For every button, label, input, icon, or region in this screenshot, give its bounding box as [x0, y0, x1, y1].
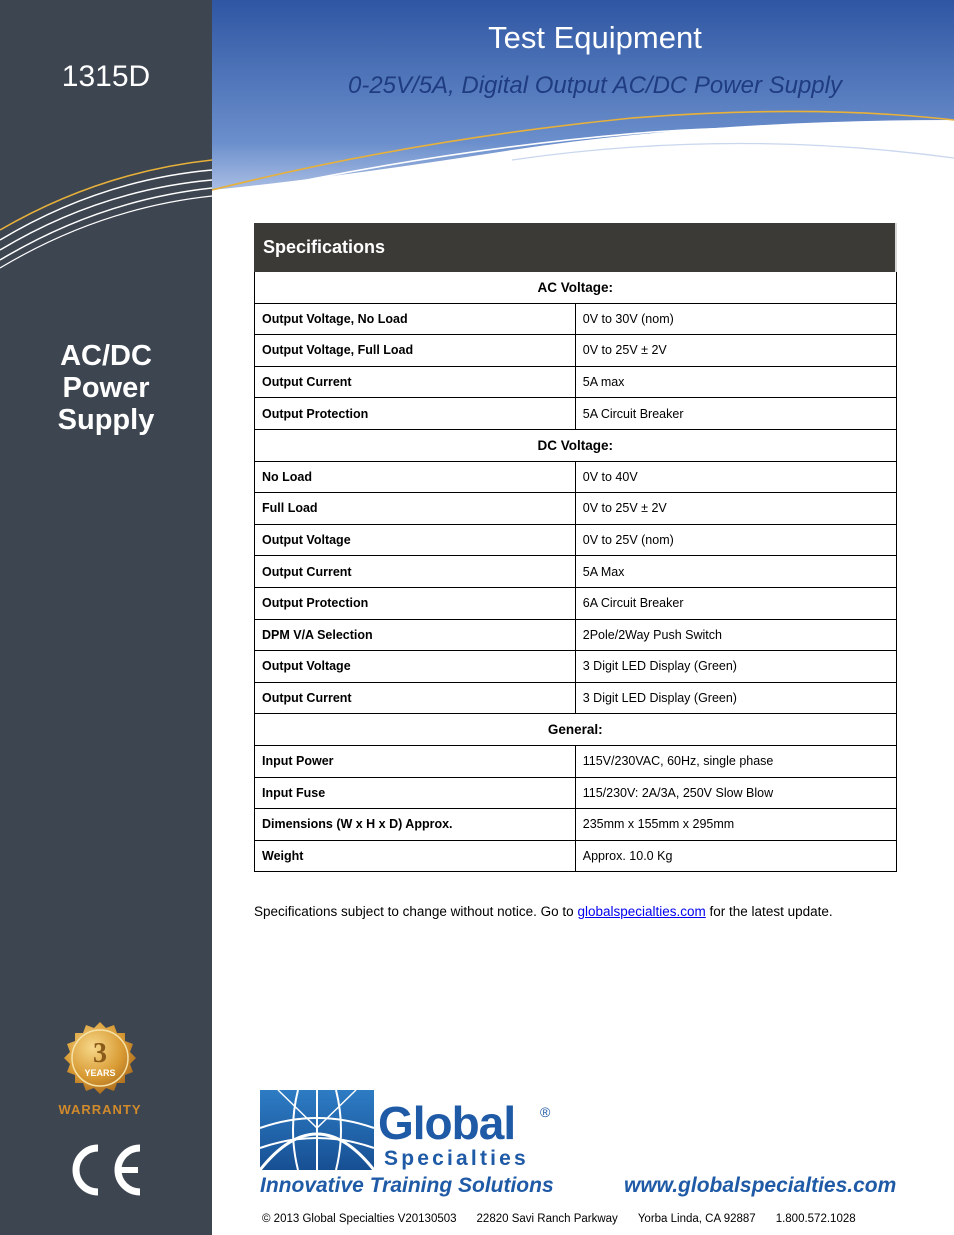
spec-label: Output Voltage, Full Load [255, 335, 576, 367]
spec-value: 3 Digit LED Display (Green) [575, 651, 896, 683]
spec-value: 0V to 25V ± 2V [575, 493, 896, 525]
spec-label: Output Voltage [255, 651, 576, 683]
spec-value: 115/230V: 2A/3A, 250V Slow Blow [575, 777, 896, 809]
footer [262, 1213, 876, 1225]
warranty-seal-icon [54, 1014, 146, 1114]
spec-label: Input Power [255, 745, 576, 777]
title-line: Power [62, 372, 150, 404]
update-note [254, 904, 833, 919]
warranty-years: 3 [93, 1038, 107, 1069]
note-text: Specifications subject to change without notice. Go to [254, 904, 578, 919]
table-row [255, 461, 897, 493]
product-category-title [0, 340, 212, 436]
footer-copyright: © 2013 Global Specialties V20130503 [262, 1213, 457, 1225]
page-title: Test Equipment [488, 20, 702, 55]
table-row [255, 493, 897, 525]
spec-value: 0V to 40V [575, 461, 896, 493]
logo-wordmark-specialties: Specialties [384, 1147, 529, 1170]
title-line: Supply [57, 404, 155, 436]
spec-value: 235mm x 155mm x 295mm [575, 809, 896, 841]
section-heading: AC Voltage: [255, 272, 897, 304]
spec-value: 2Pole/2Way Push Switch [575, 619, 896, 651]
spec-label: Output Current [255, 682, 576, 714]
specifications-heading: Specifications [255, 224, 897, 272]
warranty-label: WARRANTY [58, 1102, 142, 1117]
spec-label: Dimensions (W x H x D) Approx. [255, 809, 576, 841]
ce-mark-icon [60, 1140, 146, 1200]
table-row [255, 651, 897, 683]
spec-value: 6A Circuit Breaker [575, 587, 896, 619]
footer-phone: 1.800.572.1028 [775, 1213, 856, 1225]
spec-label: No Load [255, 461, 576, 493]
spec-label: DPM V/A Selection [255, 619, 576, 651]
table-row [255, 682, 897, 714]
spec-label: Weight [255, 840, 576, 872]
spec-value: 5A max [575, 366, 896, 398]
warranty-unit: YEARS [84, 1068, 116, 1078]
table-row [255, 809, 897, 841]
spec-label: Output Voltage [255, 524, 576, 556]
footer-address: 22820 Savi Ranch Parkway [476, 1213, 618, 1225]
note-text: for the latest update. [705, 904, 833, 919]
section-heading: General: [255, 714, 897, 746]
spec-value: 5A Max [575, 556, 896, 588]
spec-value: 0V to 25V ± 2V [575, 335, 896, 367]
spec-label: Output Protection [255, 587, 576, 619]
spec-value: 0V to 25V (nom) [575, 524, 896, 556]
globalspecialties-link[interactable]: globalspecialties.com [577, 904, 706, 919]
table-row [255, 524, 897, 556]
spec-label: Output Current [255, 366, 576, 398]
registered-mark: ® [540, 1104, 551, 1120]
table-row [255, 840, 897, 872]
spec-label: Output Current [255, 556, 576, 588]
website-url: www.globalspecialties.com [624, 1174, 897, 1197]
specifications-table [254, 223, 897, 872]
table-row [255, 335, 897, 367]
table-row [255, 398, 897, 430]
spec-value: Approx. 10.0 Kg [575, 840, 896, 872]
global-specialties-globe-icon [258, 1088, 376, 1172]
model-number: 1315D [61, 60, 151, 93]
spec-label: Output Protection [255, 398, 576, 430]
logo-wordmark-global: Global [378, 1097, 516, 1149]
tagline: Innovative Training Solutions [260, 1174, 554, 1197]
footer-city: Yorba Linda, CA 92887 [637, 1213, 756, 1225]
spec-value: 0V to 30V (nom) [575, 303, 896, 335]
spec-value: 115V/230VAC, 60Hz, single phase [575, 745, 896, 777]
table-row [255, 556, 897, 588]
spec-value: 3 Digit LED Display (Green) [575, 682, 896, 714]
table-row [255, 777, 897, 809]
spec-label: Full Load [255, 493, 576, 525]
sidebar-swoosh [0, 150, 212, 280]
table-row [255, 745, 897, 777]
section-heading: DC Voltage: [255, 429, 897, 461]
title-line: AC/DC [60, 340, 152, 372]
spec-value: 5A Circuit Breaker [575, 398, 896, 430]
table-row [255, 366, 897, 398]
table-row [255, 619, 897, 651]
table-row [255, 587, 897, 619]
page-subtitle: 0-25V/5A, Digital Output AC/DC Power Supply [347, 72, 842, 99]
table-row [255, 303, 897, 335]
spec-label: Input Fuse [255, 777, 576, 809]
spec-label: Output Voltage, No Load [255, 303, 576, 335]
